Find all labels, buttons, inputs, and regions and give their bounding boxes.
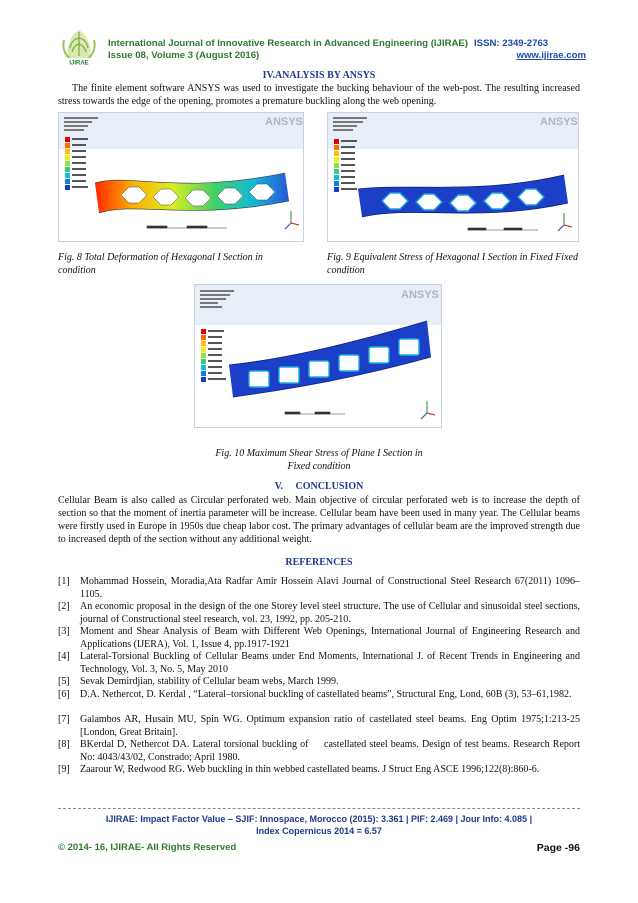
- fig10-caption: [158, 448, 480, 473]
- website-link[interactable]: www.ijirae.com: [516, 50, 586, 61]
- conclusion-heading: V. CONCLUSION: [274, 481, 364, 492]
- references-heading: REFERENCES: [285, 557, 353, 568]
- reference-number: [1]: [58, 576, 70, 587]
- reference-item: [58, 689, 580, 702]
- reference-text: D.A. Nethercot, D. Kerdal , “Lateral–torsional buckling of castellated beams”, Structural Eng, Lond, 60B (3), 53–61,1982.: [80, 689, 572, 700]
- fig10-caption-line1: Fig. 10 Maximum Shear Stress of Plane I Section in: [215, 448, 423, 459]
- reference-number: [8]: [58, 739, 70, 750]
- reference-number: [6]: [58, 689, 70, 700]
- fig10-caption-line2: Fixed condition: [287, 460, 351, 472]
- conclusion-paragraph: Cellular Beam is also called as Circular perforated web. Main objective of circular perforated web is to increase the depth of section so that the moment of inertia parameter will be increase. Cellular beam have been used in many year. The Cellular beams were firstly used in Europe in 1950s due cheap labor cost. The primary advantages of cellular beam are the improved strength due to increased depth of the section without any additional weight.: [58, 495, 580, 545]
- journal-header: [56, 24, 586, 70]
- journal-title-line: [108, 38, 548, 49]
- reference-number: [3]: [58, 626, 70, 637]
- reference-number: [9]: [58, 764, 70, 775]
- footer-line2: Index Copernicus 2014 = 6.57: [256, 825, 382, 836]
- reference-text: Zaarour W, Redwood RG. Web buckling in thin webbed castellated beams. J Struct Eng ASCE 1996;122(8):860-6.: [80, 764, 540, 775]
- journal-issue-line: [108, 50, 586, 61]
- fig9-image: [327, 112, 579, 242]
- reference-text: BKerdal D, Nethercot DA. Lateral torsional buckling of castellated steel beams. Design of test beams. Research Report No: 4043/43/02, Constrado; April 1980.: [80, 739, 583, 763]
- fig10-image: [194, 284, 442, 428]
- reference-text: Galambos AR, Husain MU, Spin WG. Optimum expansion ratio of castellated steel beams. Eng Optim 1975;1:213-25 [London, Great Britain].: [80, 714, 580, 738]
- reference-item: [58, 601, 580, 626]
- issn: ISSN: 2349-2763: [474, 38, 549, 49]
- page-number: Page -96: [536, 842, 580, 854]
- reference-item: [58, 576, 580, 601]
- reference-text: Sevak Demirdjian, stability of Cellular beam webs, March 1999.: [80, 676, 339, 687]
- reference-item: [58, 714, 580, 739]
- fig9-caption: Fig. 9 Equivalent Stress of Hexagonal I Section in Fixed Fixed condition: [327, 252, 578, 276]
- journal-name: International Journal of Innovative Research in Advanced Engineering (IJIRAE): [108, 38, 469, 49]
- reference-item: [58, 626, 580, 651]
- reference-item: [58, 651, 580, 676]
- reference-number: [7]: [58, 714, 70, 725]
- footer-impact-factor: [58, 814, 580, 837]
- copyright: © 2014- 16, IJIRAE- All Rights Reserved: [58, 842, 237, 853]
- issue-info: Issue 08, Volume 3 (August 2016): [108, 50, 260, 61]
- reference-text: Moment and Shear Analysis of Beam with Different Web Openings, International Journal of Engineering Research and Applications (IJERA), Vol. 1, Issue 4, pp.1917-1921: [80, 626, 580, 650]
- reference-item: [58, 739, 583, 764]
- logo-text: IJIRAE: [69, 60, 89, 66]
- fig9-ansys-logo: ANSYS: [540, 116, 578, 128]
- reference-number: [4]: [58, 651, 70, 662]
- footer-line1: IJIRAE: Impact Factor Value – SJIF: Innospace, Morocco (2015): 3.361 | PIF: 2.469 | Jour Info: 4.085 |: [105, 814, 533, 824]
- reference-text: Lateral-Torsional Buckling of Cellular Beams under End Moments, International J. of Recent Trends in Engineering and Technology, Vol. 3, No. 5, May 2010: [80, 651, 580, 675]
- fig8-image: [58, 112, 304, 242]
- analysis-heading: IV.ANALYSIS BY ANSYS: [262, 70, 376, 81]
- reference-number: [5]: [58, 676, 70, 687]
- fig10-ansys-logo: ANSYS: [401, 289, 439, 301]
- footer-divider: [58, 808, 580, 809]
- reference-item: [58, 764, 580, 777]
- reference-number: [2]: [58, 601, 70, 612]
- journal-logo-icon: [56, 26, 102, 66]
- analysis-paragraph: The finite element software ANSYS was used to investigate the bucking behaviour of the web-post. The resulting increased stress towards the edge of the opening, promotes a premature buckling along the web opening.: [58, 83, 580, 107]
- fig8-ansys-logo: ANSYS: [265, 116, 303, 128]
- fig8-caption: Fig. 8 Total Deformation of Hexagonal I Section in condition: [58, 252, 263, 276]
- footer-bottom: [58, 842, 580, 853]
- reference-item: [58, 676, 580, 689]
- reference-text: Mohammad Hossein, Moradia,Ata Radfar Amir Hossein Alavi Journal of Constructional Steel Research 67(2011) 1096–1105.: [80, 576, 580, 600]
- reference-text: An economic proposal in the design of the one Storey level steel structure. The use of Cellular and sinusoidal steel sections, journal of Constructional steel research, vol. 23, 1992, pp. 205-210.: [80, 601, 580, 625]
